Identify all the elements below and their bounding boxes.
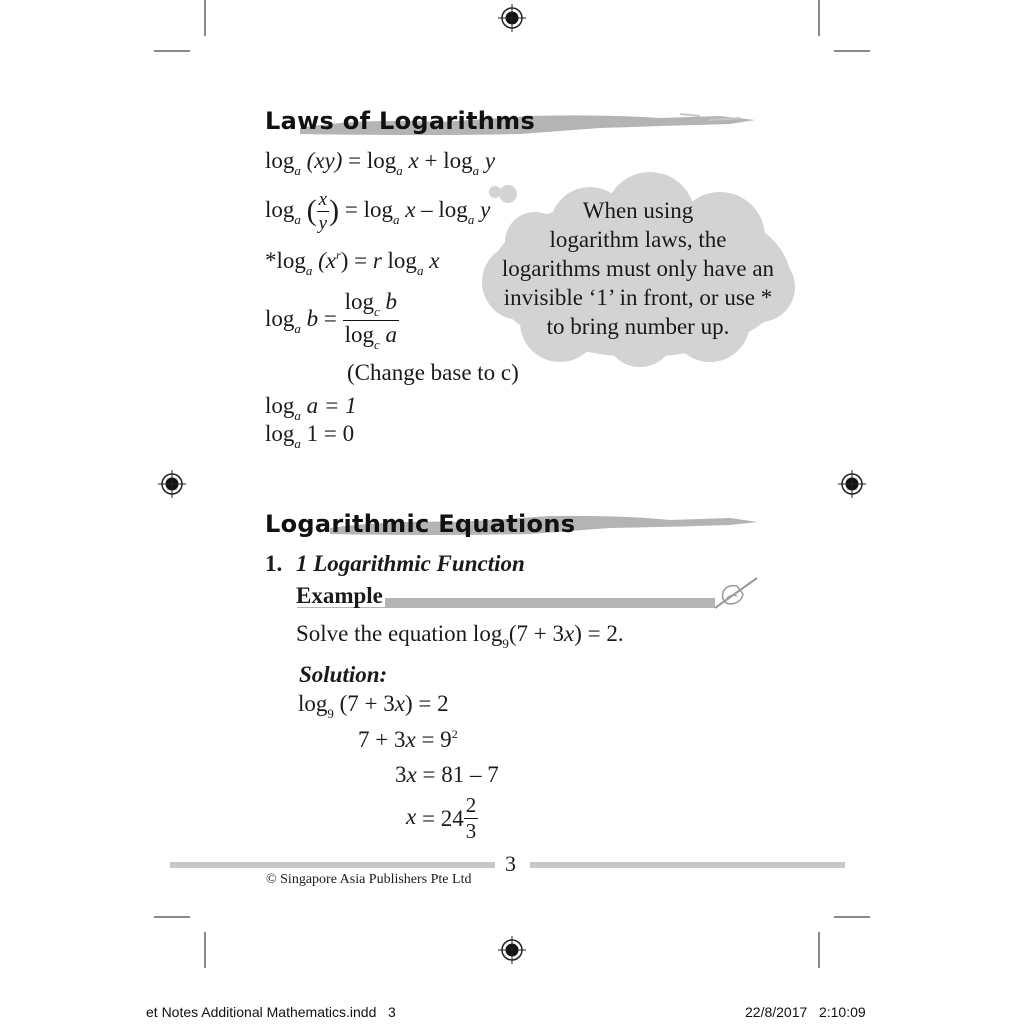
registration-mark-icon (157, 469, 187, 499)
text: log (438, 196, 468, 222)
text: log (363, 196, 393, 222)
page-number: 3 (505, 851, 516, 876)
section-title-equations: Logarithmic Equations (265, 510, 576, 538)
example-question (296, 622, 624, 650)
text: x (406, 762, 417, 787)
solution-step (395, 763, 499, 786)
law-power (265, 249, 439, 277)
subsection-number: 1. (265, 551, 283, 576)
text: log (344, 322, 375, 347)
text: x (563, 621, 575, 646)
solution-label: Solution: (299, 662, 388, 687)
exponent: r (336, 248, 341, 262)
registration-mark-icon (837, 469, 867, 499)
text: ) = 2. (574, 621, 624, 646)
text: = 81 – 7 (416, 762, 499, 787)
text: log (366, 148, 397, 173)
law-product (265, 149, 495, 177)
text: a (392, 211, 400, 227)
footer-rule-right (530, 862, 845, 868)
text: log (265, 148, 295, 173)
fraction (343, 290, 399, 351)
text: (7 + 3 (508, 621, 564, 646)
tip-line: invisible ‘1’ in front, or use * (503, 285, 773, 310)
change-base-note: (Change base to c) (347, 360, 519, 385)
crop-mark (204, 932, 206, 968)
text: y (474, 196, 491, 222)
text: a (294, 163, 301, 178)
text: x (405, 727, 416, 752)
text: a (416, 263, 424, 278)
text: r (372, 248, 382, 273)
law-change-base (265, 290, 399, 351)
text: a (294, 408, 301, 423)
text: b (379, 289, 398, 314)
law-identity-2 (265, 422, 354, 450)
example-label: Example (296, 583, 383, 608)
law-quotient (265, 190, 490, 233)
text: 3 (395, 762, 407, 787)
text: c (374, 304, 380, 319)
registration-mark-icon (497, 935, 527, 965)
copyright: © Singapore Asia Publishers Pte Ltd (266, 872, 472, 887)
text: a = 1 (300, 393, 357, 418)
text: – (415, 196, 439, 222)
mixed-fraction (464, 795, 479, 842)
numerator: 2 (465, 793, 477, 817)
registration-mark-icon (497, 3, 527, 33)
text: x (399, 196, 416, 222)
footer-rule-left (170, 862, 495, 868)
text: 1 = 0 (300, 421, 355, 446)
text: = 9 (415, 727, 452, 752)
crop-mark (818, 932, 820, 968)
crop-mark (154, 50, 190, 52)
text: a (396, 163, 403, 178)
asterisk: * (265, 248, 277, 273)
text: = (348, 248, 373, 273)
text: log (265, 421, 295, 446)
text: x (423, 248, 440, 273)
exponent: 2 (451, 727, 458, 741)
text: log (381, 248, 417, 273)
text: = (342, 148, 367, 173)
tip-line: to bring number up. (546, 314, 730, 339)
tip-cloud-text (488, 196, 788, 341)
tip-line: When using (582, 198, 694, 223)
slug-filename: et Notes Additional Mathematics.indd 3 (146, 1004, 396, 1020)
text: log (265, 305, 295, 331)
text: Solve the equation log (296, 621, 503, 646)
section-title-laws: Laws of Logarithms (265, 107, 536, 135)
text: 9 (502, 636, 509, 651)
text: + (418, 148, 444, 173)
text: log (265, 196, 295, 222)
text: 7 + 3 (358, 727, 406, 752)
text: x (394, 691, 405, 716)
text: (x (312, 248, 337, 273)
denominator (343, 321, 399, 351)
tip-line: logarithms must only have an (501, 256, 775, 281)
text: c (374, 337, 380, 352)
paren-open: ( (306, 193, 317, 227)
text: y (479, 148, 496, 173)
tip-line: logarithm laws, the (549, 227, 727, 252)
text: a (294, 436, 301, 451)
pen-writing-icon (713, 574, 761, 612)
crop-mark (834, 50, 870, 52)
text: = 24 (416, 806, 464, 831)
crop-mark (818, 0, 820, 36)
crop-mark (834, 916, 870, 918)
fraction (317, 190, 329, 233)
numerator: x (318, 189, 328, 210)
text: a (472, 163, 480, 178)
law-identity-1 (265, 394, 357, 422)
text: log (265, 393, 295, 418)
text: a (305, 263, 313, 278)
numerator (343, 290, 399, 321)
text: log (344, 289, 375, 314)
text: a (294, 320, 301, 336)
solution-step (298, 692, 449, 720)
text: = (339, 196, 364, 222)
solution-step (358, 728, 458, 751)
text: (7 + 3 (333, 691, 395, 716)
subsection-title: 1 Logarithmic Function (296, 551, 525, 576)
text: = (318, 305, 343, 331)
slug-datetime: 22/8/2017 2:10:09 (745, 1004, 866, 1020)
text: log (276, 248, 306, 273)
text: b (300, 305, 319, 331)
text: log (443, 148, 473, 173)
crop-mark (204, 0, 206, 36)
denominator: 3 (465, 819, 477, 843)
text: (xy) (306, 148, 343, 173)
text: x (406, 803, 417, 829)
denominator: y (318, 213, 328, 234)
solution-step (406, 795, 478, 842)
text: log (298, 691, 328, 716)
crop-mark (154, 916, 190, 918)
text: ) = 2 (405, 691, 449, 716)
text: a (379, 322, 398, 347)
text: 9 (327, 706, 334, 721)
text: x (402, 148, 419, 173)
paren-close: ) (329, 193, 340, 227)
text: ) (340, 248, 349, 273)
text: a (467, 211, 475, 227)
text: a (294, 211, 301, 227)
